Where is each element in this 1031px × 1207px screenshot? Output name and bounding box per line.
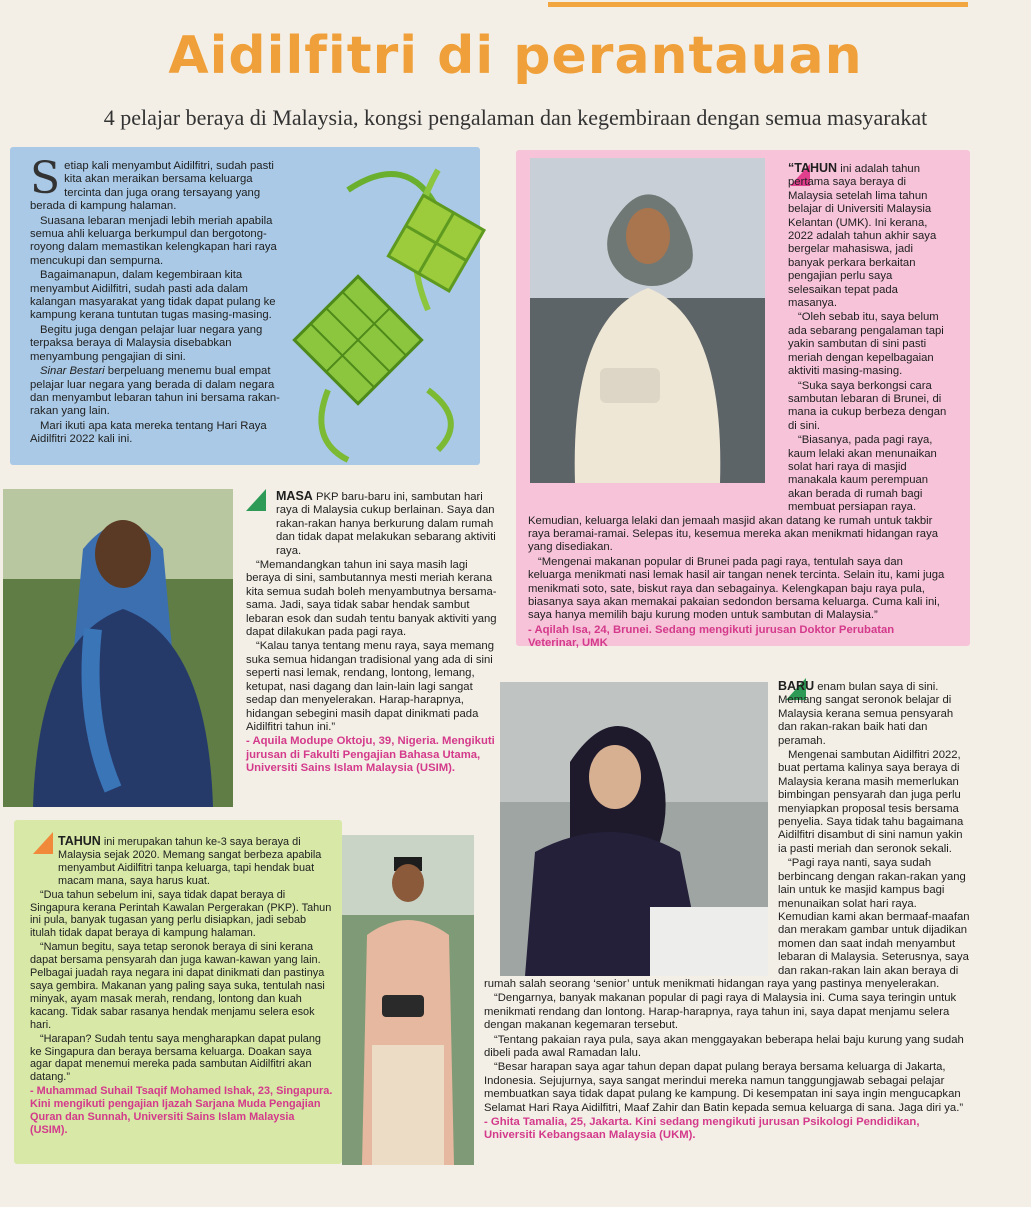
aqilah-credit: - Aqilah Isa, 24, Brunei. Sedang mengikuti jurusan Doktor Perubatan Veterinar, UMK <box>528 623 895 650</box>
suhail-p1-text: ini merupakan tahun ke-3 saya beraya di Malaysia sejak 2020. Memang sangat berbeza apabila menyambut Aidilfitri tanpa keluarga, tapi hendak buat macam mana, saya harus kuat. <box>58 836 322 887</box>
ketupat-illustration <box>288 150 508 465</box>
ghita-p6: “Besar harapan saya agar tahun depan dapat pulang beraya bersama keluarga di Jakarta, Indonesia. Sejujurnya, saya sangat merindui mereka namun tanggungjawab sebagai pelajar membuatkan saya tidak dapat pulang ke kampung. Di kesempatan ini saya ingin mengucapkan Selamat Hari Raya Aidilfitri, Maaf Zahir dan Batin kepada semua keluarga di sana. Jaga diri ya.” <box>484 1061 964 1114</box>
suhail-photo <box>342 835 474 1165</box>
ghita-text <box>484 680 970 1144</box>
intro-p5-text: berpeluang menemu bual empat pelajar luar negara yang berada di dalam negara dan menyambut lebaran tahun ini bersama rakan-rakan yang lain. <box>30 365 280 418</box>
intro-p6: Mari ikuti apa kata mereka tentang Hari Raya Aidilfitri 2022 kali ini. <box>30 419 267 446</box>
suhail-p4: “Harapan? Sudah tentu saya mengharapkan dapat pulang ke Singapura dan beraya bersama keluarga. Doakan saya agar dapat menemui mereka pada sambutan Aidilfitri akan datang.” <box>30 1032 321 1084</box>
suhail-lead: TAHUN <box>58 834 101 848</box>
ghita-p5: “Tentang pakaian raya pula, saya akan menggayakan beberapa helai baju kurung yang sudah dibeli pada awal Ramadan lalu. <box>484 1033 964 1059</box>
top-accent-bar <box>548 2 968 7</box>
suhail-p3: “Namun begitu, saya tetap seronok beraya di sini kerana dapat bersama pensyarah dan juga kawan-kawan yang lain. Pelbagai juadah raya negara ini dapat dinikmati dan pastinya saya gembira. Makanan yang paling saya suka, tentulah nasi minyak, ayam masak merah, rendang, lontong dan kuah kacang. Tidak sabar rasanya hendak menjamu selera esok hari. <box>30 941 325 1031</box>
aquila-lead: MASA <box>276 489 313 503</box>
ghita-p2: Mengenai sambutan Aidilfitri 2022, buat pertama kalinya saya beraya di Malaysia kerana masih memerlukan bimbingan pensyarah dan juga perlu menyiapkan proposal tesis bersama penyelia. Saya tidak tahu bagaimana Aidilfitri disambut di sini namun yakin ia pasti meriah dan seronok sekali. <box>778 749 964 855</box>
aquila-p1-text: PKP baru-baru ini, sambutan hari raya di Malaysia cukup berlainan. Saya dan rakan-rakan hanya berkurung dalam rumah dan tidak dapat melakukan sebarang aktiviti raya. <box>276 491 496 557</box>
intro-p4: Begitu juga dengan pelajar luar negara yang terpaksa beraya di Malaysia disebabkan menyambung pengajian di sini. <box>30 323 263 363</box>
suhail-p1 <box>30 835 335 888</box>
intro-p2: Suasana lebaran menjadi lebih meriah apabila semua ahli keluarga berkumpul dan bergotong-royong dalam memastikan kelengkapan hari raya mencukupi dan sempurna. <box>30 214 277 267</box>
intro-p5 <box>30 365 292 419</box>
intro-p1: etiap kali menyambut Aidilfitri, sudah pasti kita akan meraikan bersama keluarga tercinta dan juga orang tersayang yang berada di kampung halaman. <box>30 160 274 213</box>
ghita-p3: “Pagi raya nanti, saya sudah berbincang dengan rakan-rakan yang lain untuk ke masjid kampus bagi menunaikan solat hari raya. Kemudian kami akan bermaaf-maafan dan merakam gambar untuk dijadikan momen dan saat indah menyambut lebaran di Malaysia. Seterusnya, saya dan rakan-rakan lain akan beraya di rumah salah seorang ‘senior’ untuk menikmati hidangan raya yang pastinya menyelerakan. <box>484 857 970 990</box>
aqilah-p3: “Suka saya berkongsi cara sambutan lebaran di Brunei, di mana ia cukup berbeza dengan di sini. <box>788 379 947 432</box>
aquila-p1 <box>246 490 498 558</box>
suhail-credit: - Muhammad Suhail Tsaqif Mohamed Ishak, 23, Singapura. Kini mengikuti pengajian Ijazah Sarjana Muda Pengajian Quran dan Sunnah, Universiti Sains Islam Malaysia (USIM). <box>30 1085 333 1136</box>
aquila-text <box>246 490 498 777</box>
headline: Aidilfitri di perantauan <box>168 26 863 86</box>
aqilah-p1-text: ini adalah tahun pertama saya beraya di Malaysia setelah lima tahun belajar di Universiti Malaysia Kelantan (UMK). Ini kerana, 2022 adalah tahun akhir saya bergelar mahasiswa, jadi banyak perkara berkaitan pengajian perlu saya selesaikan tepat pada masanya. <box>788 163 937 310</box>
ghita-lead: BARU <box>778 679 815 693</box>
aqilah-p4: “Biasanya, pada pagi raya, kaum lelaki akan menunaikan solat hari raya di masjid manakala kaum perempuan akan berada di rumah bagi membuat persiapan raya. Kemudian, keluarga lelaki dan jemaah masjid akan datang ke rumah untuk takbir raya beramai-ramai. Selepas itu, kesemua mereka akan menikmati hidangan raya yang disediakan. <box>528 434 939 554</box>
aquila-photo <box>3 489 233 807</box>
suhail-text <box>30 835 335 1138</box>
intro-p5-em: Sinar Bestari <box>40 365 105 378</box>
aqilah-lead: “TAHUN <box>788 161 838 175</box>
intro-p3: Bagaimanapun, dalam kegembiraan kita menyambut Aidilfitri, sudah pasti ada dalam kalangan masyarakat yang tidak dapat pulang ke kampung kerana tuntutan tugas masing-masing. <box>30 269 276 322</box>
aqilah-text <box>528 162 948 652</box>
aquila-credit: - Aquila Modupe Oktoju, 39, Nigeria. Mengikuti jurusan di Fakulti Pengajian Bahasa Utama, Universiti Sains Islam Malaysia (USIM). <box>246 735 495 775</box>
aquila-p2: “Memandangkan tahun ini saya masih lagi beraya di sini, sambutannya mesti meriah kerana kita semua sudah boleh menyambutnya bersama-sama. Jadi, saya tidak sabar hendak sambut lebaran esok dan sudah tentu banyak aktiviti yang dapat dilakukan pada pagi raya. <box>246 559 497 639</box>
aqilah-p2: “Oleh sebab itu, saya belum ada sebarang pengalaman tapi yakin sambutan di sini pasti meriah dengan kepelbagaian aktiviti masing-masing. <box>788 311 944 378</box>
ghita-p1-text: enam bulan saya di sini. Memang sangat seronok belajar di Malaysia kerana semua pensyarah dan rakan-rakan baik hati dan peramah. <box>778 681 954 747</box>
ghita-credit: - Ghita Tamalia, 25, Jakarta. Kini sedang mengikuti jurusan Psikologi Pendidikan, Universiti Kebangsaan Malaysia (UKM). <box>484 1116 920 1142</box>
ghita-p4: “Dengarnya, banyak makanan popular di pagi raya di Malaysia ini. Cuma saya teringin untuk menikmati rendang dan lontong. Harap-harapnya, raya tahun ini, saya dapat menjamu selera dengan makanan kegemaran tersebut. <box>484 992 957 1032</box>
aquila-p3: “Kalau tanya tentang menu raya, saya memang suka semua hidangan tradisional yang ada di sini seperti nasi lemak, rendang, lontong, lemang, ketupat, nasi dagang dan lain-lain lagi sangat sedap dan menyelerakan. Harap-harapnya, hidangan sebegini masih dapat dinikmati pada Aidilfitri tahun ini.” <box>246 640 495 733</box>
intro-dropcap: S <box>30 153 61 204</box>
suhail-p2: “Dua tahun sebelum ini, saya tidak dapat beraya di Singapura kerana Perintah Kawalan Pergerakan (PKP). Tahun ini pula, banyak tugasan yang perlu disiapkan, jadi sebab itulah tidak dapat beraya di kampung halaman. <box>30 888 332 940</box>
intro-text <box>30 153 292 448</box>
subheadline: 4 pelajar beraya di Malaysia, kongsi pengalaman dan kegembiraan dengan semua masyarakat <box>103 105 928 130</box>
aqilah-p5: “Mengenai makanan popular di Brunei pada pagi raya, tentulah saya dan keluarga menikmati nasi lemak hasil air tangan nenek tercinta. Selain itu, kami juga menikmati soto, sate, biskut raya dan sebagainya. Kelengkapan baju raya pula, biasanya saya akan memakai pakaian sedondon bersama keluarga. Cuma kali ini, saya hanya memilih baju kurung moden untuk sambutan di Malaysia.” <box>528 555 945 622</box>
